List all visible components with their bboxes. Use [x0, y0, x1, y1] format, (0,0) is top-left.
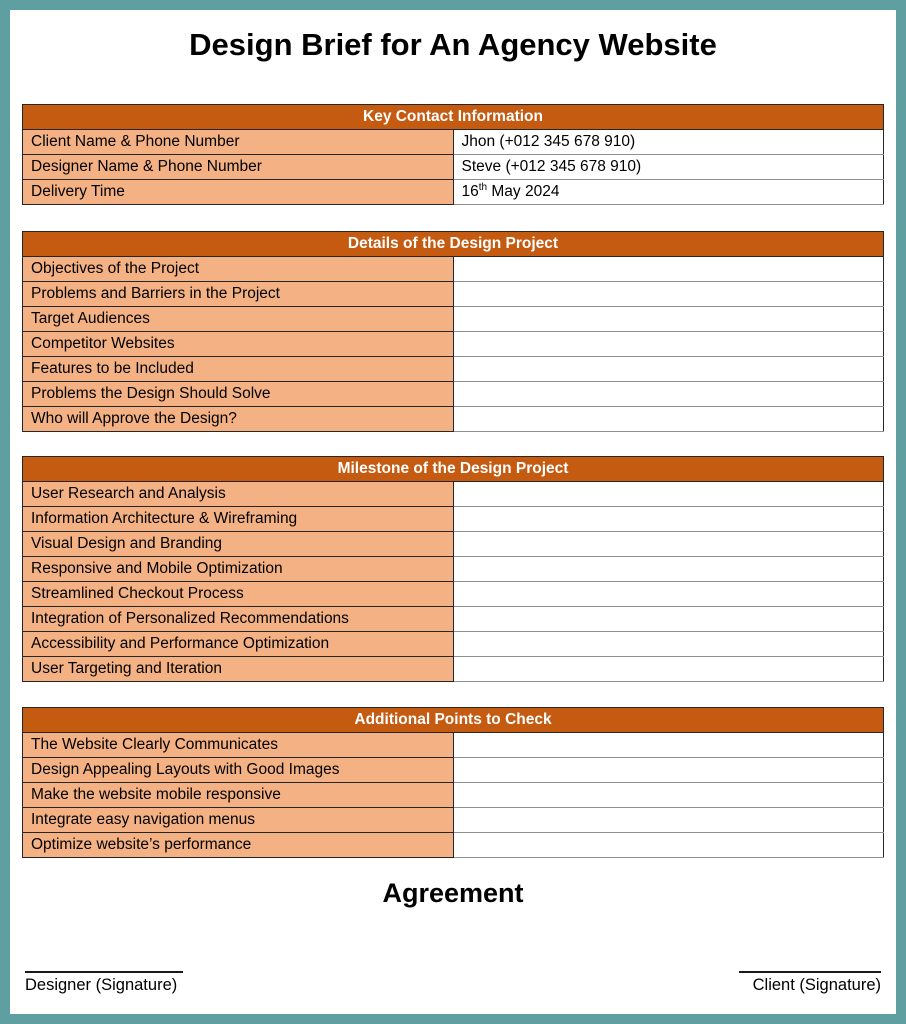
additional-points-table: [22, 707, 884, 858]
row-label: Delivery Time: [23, 180, 454, 205]
fill-in-field[interactable]: [453, 607, 884, 632]
table-row: [23, 332, 884, 357]
row-label: Accessibility and Performance Optimization: [23, 632, 454, 657]
table-row: [23, 557, 884, 582]
table-row: [23, 155, 884, 180]
row-label: Streamlined Checkout Process: [23, 582, 454, 607]
fill-in-field[interactable]: [453, 507, 884, 532]
row-label: Objectives of the Project: [23, 257, 454, 282]
fill-in-field[interactable]: [453, 382, 884, 407]
fill-in-field[interactable]: [453, 833, 884, 858]
fill-in-field[interactable]: [453, 307, 884, 332]
fill-in-field[interactable]: [453, 332, 884, 357]
table-row: [23, 632, 884, 657]
fill-in-field[interactable]: [453, 733, 884, 758]
fill-in-field[interactable]: [453, 783, 884, 808]
table-row: [23, 532, 884, 557]
table-header-row: [23, 457, 884, 482]
agreement-title: Agreement: [382, 878, 524, 908]
fill-in-field[interactable]: [453, 357, 884, 382]
page-title: Design Brief for An Agency Website: [189, 27, 717, 62]
designer-signature-block: [25, 971, 183, 995]
table-row: [23, 282, 884, 307]
row-label: Problems and Barriers in the Project: [23, 282, 454, 307]
page-content: [10, 10, 896, 1014]
delivery-day: 16: [461, 183, 479, 201]
table-header: Details of the Design Project: [23, 232, 884, 257]
table-header-row: [23, 105, 884, 130]
table-row: [23, 783, 884, 808]
milestone-table: [22, 456, 884, 682]
table-row: [23, 407, 884, 432]
row-label: Visual Design and Branding: [23, 532, 454, 557]
designer-signature-line: [25, 971, 183, 973]
fill-in-field[interactable]: [453, 557, 884, 582]
row-label: Designer Name & Phone Number: [23, 155, 454, 180]
row-label: Design Appealing Layouts with Good Images: [23, 758, 454, 783]
client-signature-label: Client (Signature): [752, 976, 881, 994]
row-label: Responsive and Mobile Optimization: [23, 557, 454, 582]
row-label: Problems the Design Should Solve: [23, 382, 454, 407]
row-label: Target Audiences: [23, 307, 454, 332]
table-header-row: [23, 232, 884, 257]
fill-in-field[interactable]: [453, 407, 884, 432]
fill-in-field[interactable]: [453, 758, 884, 783]
row-label: Who will Approve the Design?: [23, 407, 454, 432]
designer-signature-label: Designer (Signature): [25, 976, 178, 994]
row-label: Information Architecture & Wireframing: [23, 507, 454, 532]
details-table: [22, 231, 884, 432]
delivery-time-value[interactable]: [453, 180, 884, 205]
fill-in-field[interactable]: [453, 808, 884, 833]
row-label: Optimize website’s performance: [23, 833, 454, 858]
row-label: The Website Clearly Communicates: [23, 733, 454, 758]
client-signature-line: [739, 971, 881, 973]
client-signature-block: [739, 971, 881, 995]
table-row: [23, 130, 884, 155]
table-row: [23, 482, 884, 507]
fill-in-field[interactable]: [453, 532, 884, 557]
fill-in-field[interactable]: [453, 632, 884, 657]
table-header: Milestone of the Design Project: [23, 457, 884, 482]
delivery-rest: May 2024: [487, 183, 560, 201]
table-row: [23, 758, 884, 783]
fill-in-field[interactable]: [453, 282, 884, 307]
table-header: Key Contact Information: [23, 105, 884, 130]
table-row: [23, 507, 884, 532]
fill-in-field[interactable]: [453, 482, 884, 507]
delivery-day-suffix: th: [478, 182, 488, 194]
row-label: User Targeting and Iteration: [23, 657, 454, 682]
row-label: Integrate easy navigation menus: [23, 808, 454, 833]
fill-in-field[interactable]: [453, 582, 884, 607]
table-row: [23, 607, 884, 632]
table-row: [23, 808, 884, 833]
fill-in-field[interactable]: [453, 257, 884, 282]
table-row: [23, 382, 884, 407]
row-label: User Research and Analysis: [23, 482, 454, 507]
row-label: Client Name & Phone Number: [23, 130, 454, 155]
client-name-value[interactable]: Jhon (+012 345 678 910): [453, 130, 884, 155]
table-row: [23, 357, 884, 382]
table-row: [23, 657, 884, 682]
row-label: Make the website mobile responsive: [23, 783, 454, 808]
table-header: Additional Points to Check: [23, 708, 884, 733]
table-header-row: [23, 708, 884, 733]
fill-in-field[interactable]: [453, 657, 884, 682]
key-contact-table: [22, 104, 884, 205]
table-row: [23, 833, 884, 858]
table-row: [23, 582, 884, 607]
table-row: [23, 733, 884, 758]
signature-section: [22, 971, 884, 995]
row-label: Features to be Included: [23, 357, 454, 382]
table-row: [23, 180, 884, 205]
table-row: [23, 307, 884, 332]
table-row: [23, 257, 884, 282]
row-label: Competitor Websites: [23, 332, 454, 357]
designer-name-value[interactable]: Steve (+012 345 678 910): [453, 155, 884, 180]
row-label: Integration of Personalized Recommendations: [23, 607, 454, 632]
